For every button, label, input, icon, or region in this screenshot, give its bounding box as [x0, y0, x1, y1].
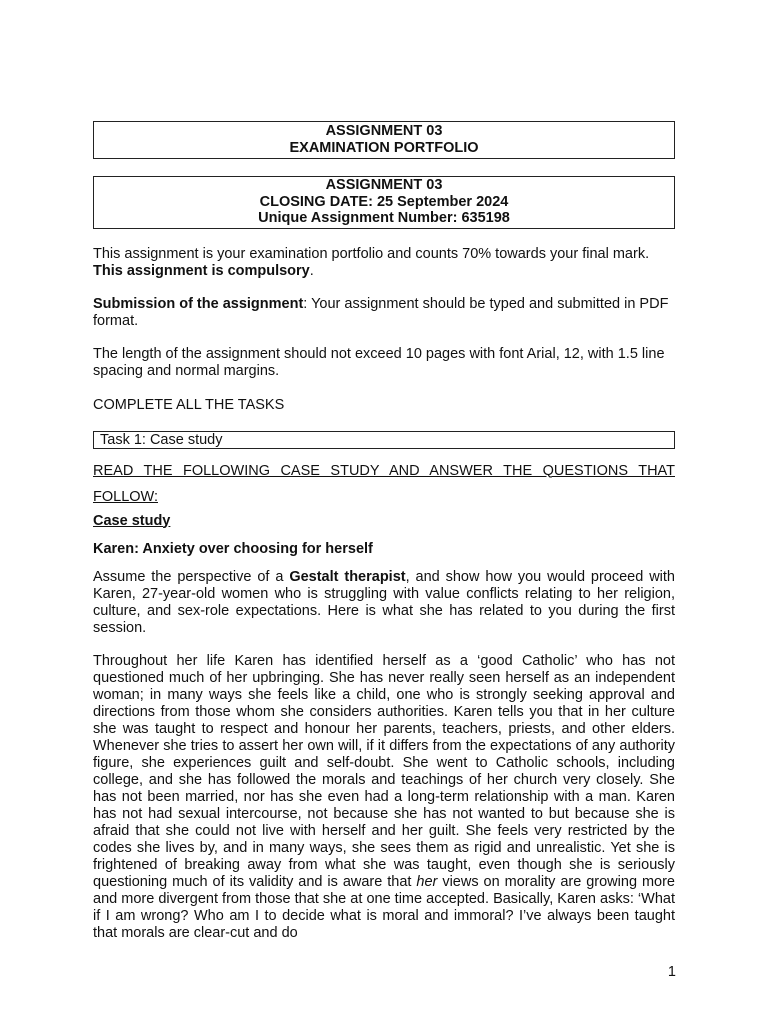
- gestalt-therapist-bold: Gestalt therapist: [289, 568, 406, 585]
- case-paragraph-1: [93, 569, 675, 637]
- closing-date: CLOSING DATE: 25 September 2024: [259, 193, 509, 210]
- submission-paragraph: [93, 296, 675, 330]
- assignment-title-box: [93, 121, 675, 159]
- document-page: [93, 121, 675, 942]
- task-1-box: Task 1: Case study: [93, 431, 675, 449]
- case-paragraph-2: [93, 653, 675, 942]
- para1-before: Assume the perspective of a: [93, 568, 290, 585]
- para2-after: views on morality are growing more and more divergent from those that she at one time accepted. Basically, Karen asks: ‘What if I am wrong? Who am I to decide what is moral and immoral? I’ve always been taught that morals are clear-cut and do: [93, 873, 675, 941]
- assignment-info-box: [93, 176, 675, 229]
- intro-paragraph: [93, 246, 675, 280]
- unique-assignment-number: Unique Assignment Number: 635198: [258, 210, 510, 226]
- submission-text: : Your assignment should be typed and submitted in PDF format.: [93, 295, 669, 329]
- length-paragraph: The length of the assignment should not exceed 10 pages with font Arial, 12, with 1.5 line spacing and normal margins.: [93, 345, 665, 379]
- complete-tasks-text: COMPLETE ALL THE TASKS: [93, 396, 285, 413]
- read-case-study-heading: READ THE FOLLOWING CASE STUDY AND ANSWER THE QUESTIONS THAT FOLLOW:: [93, 462, 675, 505]
- compulsory-note: This assignment is compulsory: [93, 262, 310, 279]
- para2-before: Throughout her life Karen has identified herself as a ‘good Catholic’ who has not questioned much of her upbringing. She has never really seen herself as an independent woman; in many ways she feels like a child, one who is strongly seeking approval and directions from those whom she considers authorities. Karen tells you that in her culture she was taught to respect and honour her parents, teachers, priests, and other elders. Whenever she tries to assert her own will, if it differs from the expectations of any authority figure, she experiences guilt and self-doubt. She went to Catholic schools, including college, and she has followed the morals and teachings of her church very closely. She has not been married, nor has she even had a long-term relationship with a man. Karen has not had sexual intercourse, not because she has not wanted to but because she is afraid that she could not live with herself and her guilt. She feels very restricted by the codes she lives by, and in many ways, she sees them as rigid and unrealistic. Yet she is frightened of breaking away from what she was taught, even though she is seriously questioning much of its validity and is aware that: [93, 652, 675, 890]
- intro-end: .: [309, 262, 314, 279]
- assignment-number: ASSIGNMENT 03: [325, 177, 443, 193]
- karen-heading: Karen: Anxiety over choosing for herself: [93, 540, 373, 557]
- intro-text: This assignment is your examination portfolio and counts 70% towards your final mark.: [93, 245, 650, 262]
- assignment-title: ASSIGNMENT 03: [325, 123, 443, 139]
- para1-after: , and show how you would proceed with Karen, 27-year-old women who is struggling with value conflicts relating to her religion, culture, and sex-role expectations. Here is what she has related to you during the first session.: [93, 568, 675, 636]
- portfolio-title: EXAMINATION PORTFOLIO: [289, 140, 479, 156]
- case-study-title: Case study: [93, 512, 171, 529]
- submission-label: Submission of the assignment: [93, 295, 304, 312]
- her-italic: her: [416, 873, 438, 890]
- page-number: 1: [667, 964, 676, 980]
